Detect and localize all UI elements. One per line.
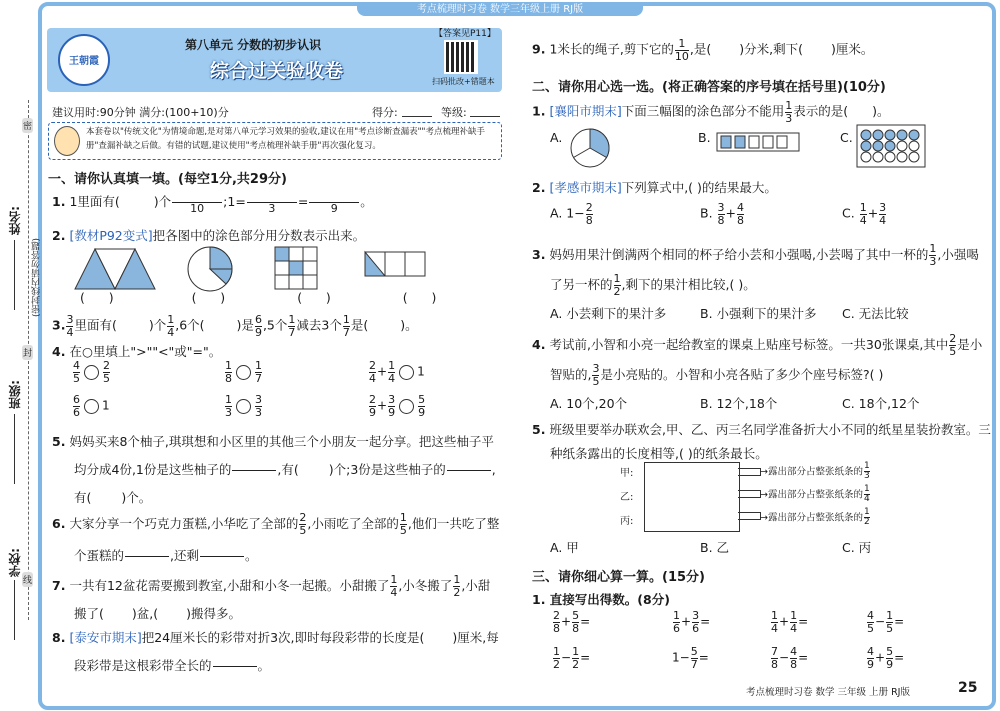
s2-q5: 5. 班级里要举办联欢会,甲、乙、丙三名同学准备折大小不同的纸星星装扮教室。三 种纸条露出的长度相等,( )的纸条最长。 [532, 422, 991, 461]
calc-grid [552, 610, 932, 680]
mascot-icon [54, 126, 80, 156]
s2-q2-opt-a[interactable]: A. 1− $\frac{2}{8}$ [550, 201, 593, 227]
strip-label-yi: 乙: [620, 492, 634, 503]
page-number: 25 [958, 680, 978, 696]
s2-q2-opt-b[interactable]: B. $\frac{3}{8}$ + $\frac{4}{8}$ [700, 201, 745, 227]
s1-q1 [52, 190, 373, 215]
s1-q5: 5. 妈妈买来8个柚子,琪琪想和小区里的其他三个小朋友一起分享。把这些柚子平 均分成4份,1份是这些柚子的 ,有( )个;3份是这些柚子的 , 有( )个。 [52, 434, 496, 505]
unit-label: 第八单元 分数的初步认识 [185, 38, 322, 52]
grade-label: 等级: [441, 106, 467, 119]
s2-q5-opt-c[interactable]: C. 丙 [842, 540, 872, 555]
name-line [14, 240, 15, 310]
cmp-r1c2[interactable]: $\frac{1}{8}$ $\frac{1}{7}$ [225, 359, 262, 385]
cmp-r2c3[interactable]: $\frac{2}{9}$ + $\frac{3}{9}$ $\frac{5}{9}$ [369, 393, 426, 419]
s2-q2-opt-c[interactable]: C. $\frac{1}{4}$ + $\frac{3}{4}$ [842, 201, 887, 227]
cmp-r1c1[interactable]: $\frac{4}{5}$ $\frac{2}{5}$ [73, 359, 110, 385]
s2-q3-opt-c[interactable]: C. 无法比较 [842, 306, 909, 321]
s1-q5-frac2[interactable] [447, 459, 491, 482]
s2-q3: 3. 妈妈用果汁倒满两个相同的杯子给小芸和小强喝,小芸喝了其中一杯的 $\frac{1}{3}$ ,小强喝 了另一杯的 $\frac{1}{2}$ ,剩下的果汁相比较,( )。 [532, 242, 979, 298]
top-banner: 考点梳理时习卷 数学三年级上册 RJ版 [0, 0, 1000, 16]
s2-q5-opt-a[interactable]: A. 甲 [550, 540, 579, 555]
s2-q1: 1. [襄阳市期末]下面三幅图的涂色部分不能用 $\frac{1}{3}$ 表示的是( )。 [532, 99, 890, 125]
s1-q4-text: 在○里填上">""<"或"="。 [69, 344, 222, 359]
seal-line [28, 100, 29, 620]
qr-code [444, 40, 478, 74]
s1-q3-num: 3. [52, 317, 66, 333]
s2-q1-beads-figure [716, 132, 800, 152]
s1-q1-t2: )个 [153, 193, 172, 209]
s1-q1-t1: 1里面有( [69, 193, 120, 209]
s1-q2-tag: [教材P92变式] [69, 228, 153, 243]
s1-q1-frac1[interactable]: 10 [172, 190, 222, 215]
calc-r1c3[interactable]: $\frac{1}{4}$ + $\frac{1}{4}$ = [771, 609, 809, 635]
strip-note-3: →露出部分占整张纸条的 $\frac{1}{2}$ [760, 507, 870, 528]
seal-mark-3: 线 [22, 572, 33, 587]
s2-q1-dots-figure [856, 124, 926, 168]
paper-strip-diagram [620, 462, 920, 532]
s1-q6: 6. 大家分享一个巧克力蛋糕,小华吃了全部的 $\frac{2}{5}$ ,小雨吃了全部的 $\frac{1}{5}$ ,他们一共吃了整 个蛋糕的 ,还剩 。 [52, 508, 499, 572]
time-line: 建议用时:90分钟 满分:(100+10)分 [52, 106, 229, 119]
calc-r2c2[interactable]: 1− $\frac{5}{7}$ = [672, 645, 709, 671]
score-blank[interactable] [402, 116, 432, 117]
strip-note-2: →露出部分占整张纸条的 $\frac{1}{4}$ [760, 484, 870, 505]
intro-text: 本套卷以"传统文化"为情境命题,是对第八单元学习效果的验收,建议在用"考点诊断查漏表""考点梳理补缺手册"查漏补缺之后做。有错的试题,建议使用"考点梳理补缺手册"再次强化复习。 [86, 127, 485, 151]
calc-r2c3[interactable]: $\frac{7}{8}$ − $\frac{4}{8}$ = [771, 645, 809, 671]
s1-q1-t4: = [297, 193, 309, 209]
cmp-r2c1[interactable]: $\frac{6}{6}$ 1 [73, 393, 110, 419]
calc-r1c2[interactable]: $\frac{1}{6}$ + $\frac{3}{6}$ = [673, 609, 711, 635]
rectangle-figure [365, 252, 425, 276]
seal-mark-1: 密 [22, 118, 33, 133]
class-label: 班级: [8, 380, 22, 409]
logo [58, 34, 110, 86]
strip-label-bing: 丙: [620, 516, 634, 527]
page-title: 综合过关验收卷 [210, 60, 344, 82]
s2-q3-opt-a[interactable]: A. 小芸剩下的果汁多 [550, 306, 667, 321]
calc-r1c1[interactable]: $\frac{2}{8}$ + $\frac{5}{8}$ = [553, 609, 591, 635]
cmp-r2c2[interactable]: $\frac{1}{3}$ $\frac{3}{3}$ [225, 393, 262, 419]
s2-q5-opt-b[interactable]: B. 乙 [700, 540, 730, 555]
strip-label-jia: 甲: [620, 468, 634, 479]
footer-text: 考点梳理时习卷 数学 三年级 上册 RJ版 [746, 687, 910, 698]
grid-figure [275, 247, 317, 289]
s2-q4-opt-c[interactable]: C. 18个,12个 [842, 396, 920, 411]
school-line [14, 580, 15, 640]
s2-q4-opt-b[interactable]: B. 12个,18个 [700, 396, 778, 411]
section-1-title: 一、请你认真填一填。(每空1分,共29分) [48, 172, 287, 187]
s1-q1-t3: ;1= [223, 193, 246, 209]
name-label: 姓名: [8, 206, 22, 235]
binding-strip [0, 0, 42, 711]
s2-q4-opt-a[interactable]: A. 10个,20个 [550, 396, 628, 411]
school-label: 学校: [8, 548, 22, 577]
section-2-title: 二、请你用心选一选。(将正确答案的序号填在括号里)(10分) [532, 80, 886, 95]
s1-q6-frac1[interactable] [125, 545, 169, 568]
s1-q5-frac1[interactable] [232, 459, 276, 482]
s3-sub: 1. 直接写出得数。(8分) [532, 592, 670, 607]
s1-q7: 7. 一共有12盆花需要搬到教室,小甜和小冬一起搬。小甜搬了 $\frac{1}{4}$ ,小冬搬了 $\frac{1}{2}$ ,小甜 搬了( )盆,( )搬得多。 [52, 573, 491, 621]
s1-q2 [52, 226, 365, 244]
s1-q2-answers[interactable]: ( ) ( ) ( ) ( ) [80, 290, 437, 305]
class-line [14, 414, 15, 484]
s2-q2: 2. [孝感市期末]下列算式中,( )的结果最大。 [532, 180, 777, 195]
s1-q4-num: 4. [52, 344, 66, 359]
calc-r2c1[interactable]: $\frac{1}{2}$ − $\frac{1}{2}$ = [553, 645, 591, 671]
s2-q4: 4. 考试前,小智和小亮一起给教室的课桌上贴座号标签。一共30张课桌,其中 $\frac{2}{5}$ 是小 智贴的, $\frac{3}{5}$ 是小亮贴的。小智和小亮各贴了多少个座号标签?( ) [532, 332, 983, 388]
s2-q1-circle-figure [568, 126, 612, 170]
circle-figure [188, 247, 232, 291]
calc-r2c4[interactable]: $\frac{4}{9}$ + $\frac{5}{9}$ = [867, 645, 905, 671]
s2-q1-opt-b[interactable]: B. [698, 130, 711, 145]
cmp-r1c3[interactable]: $\frac{2}{4}$ + $\frac{1}{4}$ 1 [369, 359, 425, 385]
strip-note-1: →露出部分占整张纸条的 $\frac{1}{3}$ [760, 461, 870, 482]
s1-q2-num: 2. [52, 228, 66, 243]
s1-q8: 8. [泰安市期末]把24厘米长的彩带对折3次,即时每段彩带的长度是( )厘米,每 段彩带是这根彩带全长的 。 [52, 624, 499, 680]
calc-r1c4[interactable]: $\frac{4}{5}$ − $\frac{1}{5}$ = [867, 609, 905, 635]
s1-q6-frac2[interactable] [200, 545, 244, 568]
qr-caption: 扫码批改+错题本 [432, 77, 495, 86]
s1-q8-frac[interactable] [213, 655, 257, 678]
s2-q3-opt-b[interactable]: B. 小强剩下的果汁多 [700, 306, 817, 321]
s1-q1-frac2[interactable]: 3 [247, 190, 297, 215]
grade-blank[interactable] [470, 116, 500, 117]
seal-mark-2: 封 [22, 345, 33, 360]
logo-text: 王朝霞 [69, 56, 99, 67]
answer-ref: 【答案见P11】 [434, 29, 496, 39]
s1-q1-t5: 。 [360, 193, 373, 209]
score-label: 得分: [372, 106, 398, 119]
q9: 9. 1米长的绳子,剪下它的 $\frac{1}{10}$ ,是( )分米,剩下( )厘米。 [532, 37, 874, 63]
s1-q3: 3. $\frac{3}{4}$ 里面有( )个 $\frac{1}{4}$ ,6个( )是 $\frac{6}{9}$ ,5个 $\frac{1}{7}$ 减去3个 $\frac{1}{7}$ 是( )。 [52, 313, 418, 339]
s1-q2-text: 把各图中的涂色部分用分数表示出来。 [152, 228, 366, 243]
s2-q1-opt-a[interactable]: A. [550, 130, 563, 145]
s2-q1-opt-c[interactable]: C. [840, 130, 853, 145]
s1-q1-frac3[interactable]: 9 [309, 190, 359, 215]
s1-q1-num: 1. [52, 193, 66, 209]
seal-note: (密封线内请勿答题) [32, 238, 42, 318]
s1-q4 [52, 342, 221, 360]
trapezoid-figure [75, 249, 155, 289]
s1-q2-figures [70, 244, 430, 294]
section-3-title: 三、请你细心算一算。(15分) [532, 570, 705, 585]
